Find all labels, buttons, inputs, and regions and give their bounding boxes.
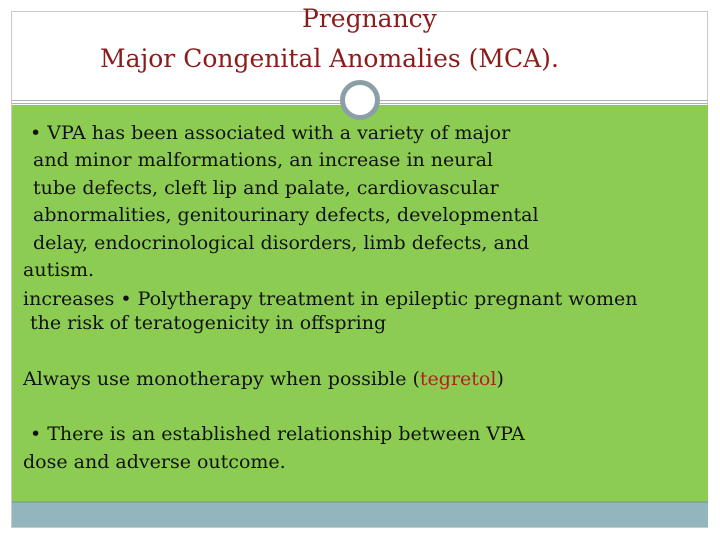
text-line: autism. <box>23 259 95 281</box>
text-line: increases • Polytherapy treatment in epileptic pregnant women <box>23 288 638 310</box>
title-line-2: Major Congenital Anomalies (MCA). <box>100 44 559 73</box>
bottom-bar <box>12 501 708 527</box>
tegretol-highlight: tegretol <box>419 368 497 390</box>
title-line-1: Pregnancy <box>302 4 437 33</box>
text-line: dose and adverse outcome. <box>23 451 286 473</box>
text-line: and minor malformations, an increase in neural <box>33 149 493 171</box>
paragraph-monotherapy <box>23 367 504 391</box>
monotherapy-prefix: Always use monotherapy when possible ( <box>23 368 420 390</box>
text-line: tube defects, cleft lip and palate, cardiovascular <box>33 177 499 199</box>
text-line: • There is an established relationship between VPA <box>30 423 525 445</box>
divider-circle-ornament <box>340 80 380 120</box>
monotherapy-suffix: ) <box>496 368 504 390</box>
text-line: abnormalities, genitourinary defects, developmental <box>33 204 539 226</box>
text-line: • VPA has been associated with a variety of major <box>30 122 511 144</box>
text-line: the risk of teratogenicity in offspring <box>30 312 387 334</box>
text-line: delay, endocrinological disorders, limb defects, and <box>33 232 530 254</box>
